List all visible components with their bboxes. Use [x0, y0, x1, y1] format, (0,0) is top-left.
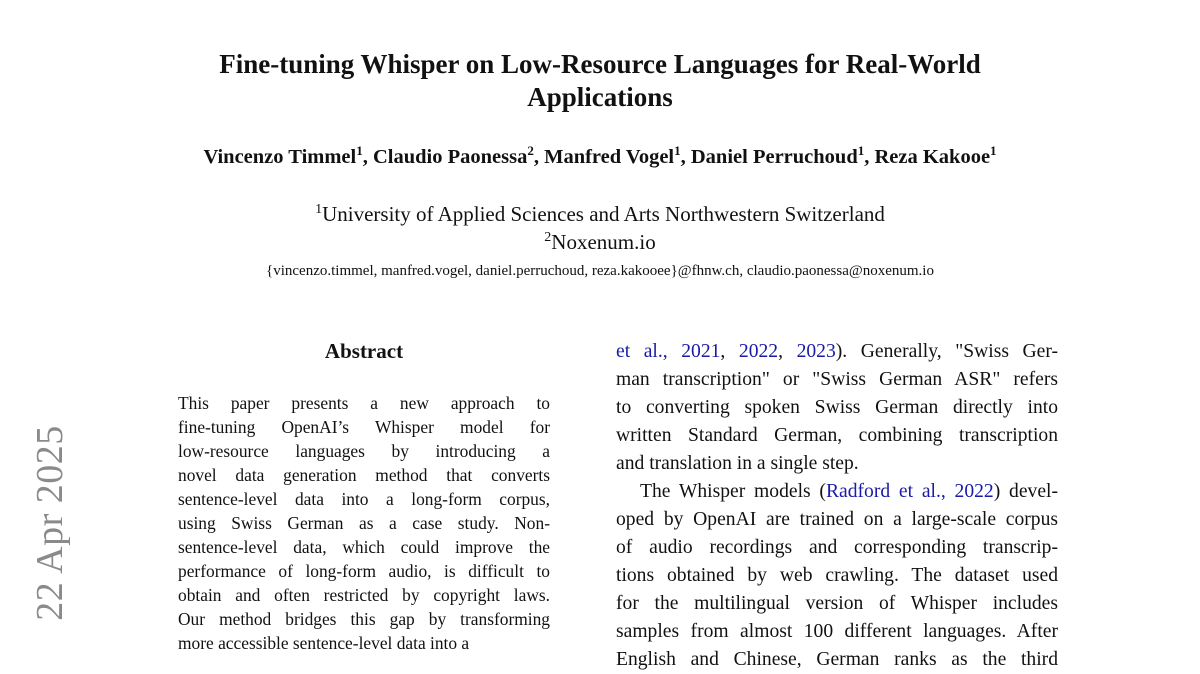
body-text-line: of audio recordings and corresponding transcrip-	[616, 537, 1058, 558]
author-name: Vincenzo Timmel	[203, 146, 357, 168]
body-text-line: and translation in a single step.	[616, 453, 859, 474]
citation-link[interactable]: Radford et al., 2022	[825, 481, 994, 502]
affiliation-2	[0, 229, 1200, 255]
abstract-line: using Swiss German as a case study. Non-	[178, 513, 550, 533]
abstract-line: novel data generation method that converts	[178, 465, 550, 485]
author-affiliation-marker: 1	[674, 143, 681, 159]
body-text-line: The Whisper models (Radford et al., 2022) devel-	[640, 481, 1058, 502]
body-text-line: tions obtained by web crawling. The dataset used	[616, 565, 1058, 586]
affiliation-1	[0, 201, 1200, 227]
author-affiliation-marker: 1	[356, 143, 363, 159]
author-affiliation-marker: 2	[527, 143, 534, 159]
abstract-line: sentence-level data, which could improve the	[178, 537, 550, 557]
author-name: Reza Kakooe	[874, 146, 991, 168]
author-affiliation-marker: 1	[990, 143, 997, 159]
abstract-line: sentence-level data into a long-form corpus,	[178, 489, 550, 509]
author-name: Claudio Paonessa	[372, 146, 528, 168]
body-text-line: man transcription" or "Swiss German ASR" refers	[616, 369, 1058, 390]
body-text-line: English and Chinese, German ranks as the third	[616, 649, 1058, 670]
body-text-line: samples from almost 100 different languages. After	[616, 621, 1058, 642]
affiliation-text: University of Applied Sciences and Arts Northwestern Switzerland	[322, 202, 885, 226]
abstract-line: fine-tuning OpenAI’s Whisper model for	[178, 417, 550, 437]
citation-link[interactable]: et al., 2021	[616, 341, 721, 362]
author-emails: {vincenzo.timmel, manfred.vogel, daniel.perruchoud, reza.kakooee}@fhnw.ch, claudio.paonessa@noxenum.io	[266, 263, 934, 279]
citation-link[interactable]: 2023	[796, 341, 836, 362]
abstract-line: low-resource languages by introducing a	[178, 441, 550, 461]
body-text-line: to converting spoken Swiss German directly into	[616, 397, 1058, 418]
affiliation-text: Noxenum.io	[551, 230, 656, 254]
body-text-line: for the multilingual version of Whisper includes	[616, 593, 1058, 614]
arxiv-date-text: 22 Apr 2025	[29, 424, 71, 621]
author-affiliation-marker: 1	[857, 143, 865, 159]
abstract-line: more accessible sentence-level data into a	[178, 633, 470, 653]
citation-link[interactable]: 2022	[738, 341, 779, 362]
arxiv-date-stamp	[28, 420, 72, 625]
abstract-line: performance of long-form audio, is difficult to	[178, 561, 550, 581]
abstract-line: This paper presents a new approach to	[178, 393, 550, 413]
affiliation-marker: 2	[544, 230, 552, 245]
abstract-line: Our method bridges this gap by transforming	[178, 609, 550, 629]
affiliation-marker: 1	[315, 202, 323, 217]
author-name: Daniel Perruchoud	[690, 146, 858, 168]
author-name: Manfred Vogel	[544, 146, 675, 168]
abstract-line: obtain and often restricted by copyright laws.	[178, 585, 550, 605]
paper-title: Fine-tuning Whisper on Low-Resource Languages for Real-World Applications	[219, 49, 981, 112]
abstract-heading: Abstract	[324, 339, 404, 363]
author-list: Vincenzo Timmel$^1$, Claudio Paonessa$^2$, Manfred Vogel$^1$, Daniel Perruchoud$^1$, Reza Kakooe$^1$	[203, 143, 997, 168]
body-text-line: written Standard German, combining transcription	[616, 425, 1058, 446]
body-text-line: et al., 2021, 2022, 2023). Generally, "Swiss Ger-	[616, 341, 1058, 362]
body-text-line: oped by OpenAI are trained on a large-scale corpus	[616, 509, 1058, 530]
